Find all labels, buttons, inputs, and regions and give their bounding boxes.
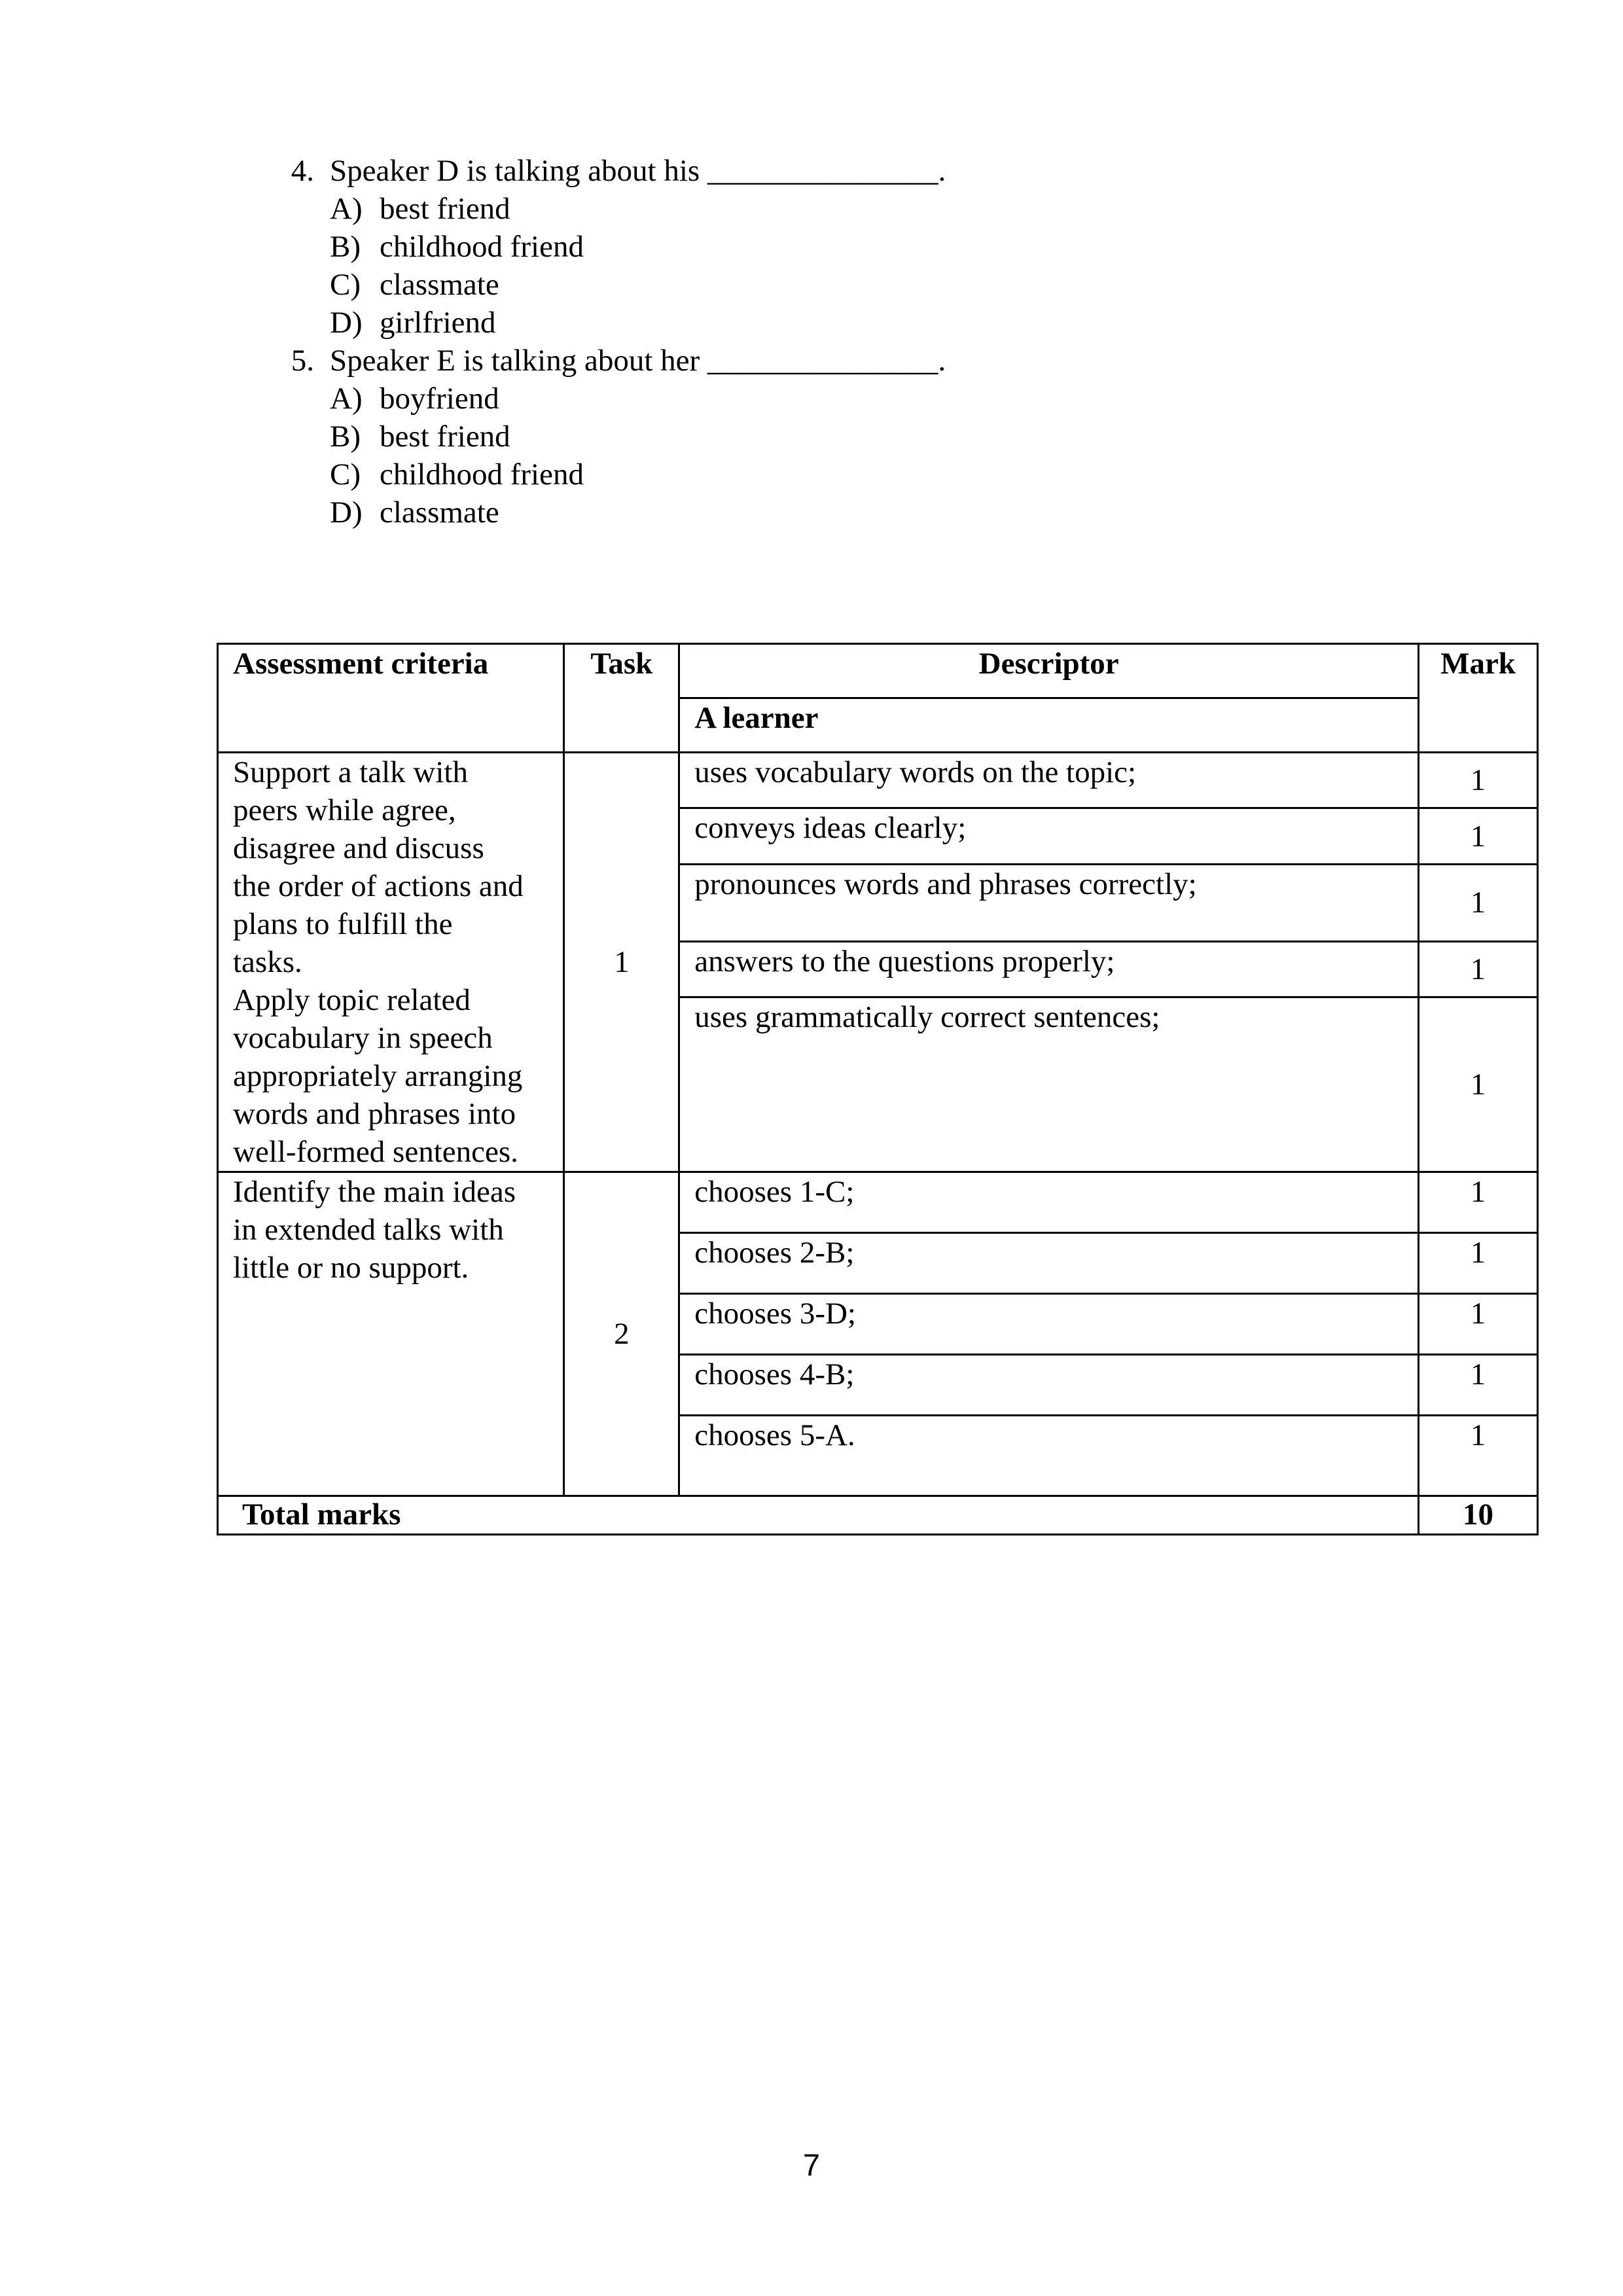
mark-cell: 1	[1419, 997, 1538, 1172]
question-stem	[275, 342, 1191, 380]
mark-cell: 1	[1419, 1416, 1538, 1496]
option-letter: B)	[330, 420, 361, 454]
descriptor-cell: uses grammatically correct sentences;	[679, 997, 1419, 1172]
mark-cell: 1	[1419, 1172, 1538, 1233]
option-text: classmate	[380, 495, 499, 529]
mark-cell: 1	[1419, 808, 1538, 864]
option-letter: C)	[330, 457, 361, 492]
mark-cell: 1	[1419, 1233, 1538, 1294]
total-row	[218, 1496, 1538, 1535]
option	[275, 493, 1191, 531]
option	[275, 456, 1191, 493]
option-letter: D)	[330, 306, 363, 340]
option-text: classmate	[380, 268, 499, 302]
header-task: Task	[564, 644, 679, 753]
mark-cell: 1	[1419, 1294, 1538, 1355]
mark-cell: 1	[1419, 864, 1538, 941]
option-text: childhood friend	[380, 230, 584, 264]
table-row	[218, 753, 1538, 808]
subheader-learner: A learner	[679, 698, 1419, 753]
option-letter: C)	[330, 268, 361, 302]
option	[275, 266, 1191, 304]
option-text: best friend	[380, 420, 510, 454]
assessment-table	[217, 643, 1539, 1535]
option-letter: A)	[330, 192, 363, 226]
option-text: best friend	[380, 192, 510, 226]
option-letter: B)	[330, 230, 361, 264]
descriptor-cell: uses vocabulary words on the topic;	[679, 753, 1419, 808]
descriptor-cell: chooses 2-B;	[679, 1233, 1419, 1294]
descriptor-cell: conveys ideas clearly;	[679, 808, 1419, 864]
task-number-1: 1	[564, 753, 679, 1172]
criteria-task-1: Support a talk with peers while agree, disagree and discuss the order of actions and plans to fulfill the tasks. Apply topic related vocabulary in speech appropriately arranging words and phrases into well-formed sentences.	[218, 753, 564, 1172]
table-header-row	[218, 644, 1538, 698]
mark-cell: 1	[1419, 753, 1538, 808]
option	[275, 418, 1191, 456]
descriptor-cell: chooses 4-B;	[679, 1355, 1419, 1416]
question-text: Speaker D is talking about his _______________.	[330, 154, 946, 188]
question-text: Speaker E is talking about her _______________.	[330, 344, 946, 378]
question-4	[275, 152, 1191, 342]
question-5	[275, 342, 1191, 531]
descriptor-cell: chooses 5-A.	[679, 1416, 1419, 1496]
mark-cell: 1	[1419, 1355, 1538, 1416]
page-number: 7	[802, 2147, 821, 2182]
mark-cell: 1	[1419, 942, 1538, 997]
header-criteria: Assessment criteria	[218, 644, 564, 753]
task-number-2: 2	[564, 1172, 679, 1496]
option	[275, 304, 1191, 342]
descriptor-cell: answers to the questions properly;	[679, 942, 1419, 997]
descriptor-cell: chooses 1-C;	[679, 1172, 1419, 1233]
option-text: girlfriend	[380, 306, 496, 340]
header-descriptor: Descriptor	[679, 644, 1419, 698]
table-row	[218, 1172, 1538, 1233]
descriptor-cell: chooses 3-D;	[679, 1294, 1419, 1355]
criteria-task-2: Identify the main ideas in extended talks with little or no support.	[218, 1172, 564, 1496]
option-text: childhood friend	[380, 457, 584, 492]
option-letter: D)	[330, 495, 363, 529]
option	[275, 380, 1191, 418]
option-text: boyfriend	[380, 382, 499, 416]
question-stem	[275, 152, 1191, 190]
header-mark: Mark	[1419, 644, 1538, 753]
question-number: 4.	[291, 154, 314, 188]
option	[275, 190, 1191, 228]
question-list	[275, 152, 1191, 531]
option-letter: A)	[330, 382, 363, 416]
total-value: 10	[1419, 1496, 1538, 1535]
option	[275, 228, 1191, 266]
question-number: 5.	[291, 344, 314, 378]
descriptor-cell: pronounces words and phrases correctly;	[679, 864, 1419, 941]
total-label: Total marks	[218, 1496, 1419, 1535]
